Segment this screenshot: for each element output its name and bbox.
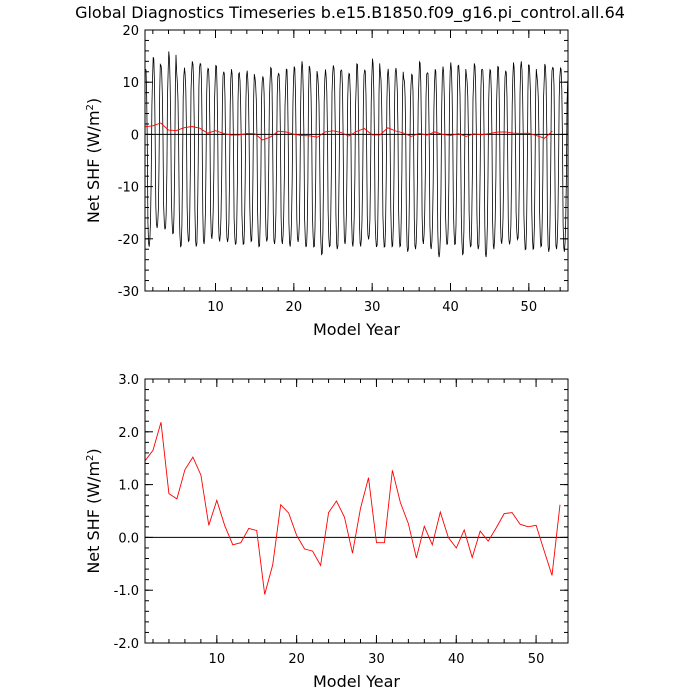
bot-x-tick-label: 50 <box>527 652 545 667</box>
bot-x-tick-label: 10 <box>208 652 226 667</box>
top-y-tick-label: -30 <box>117 285 139 300</box>
bottom-series-layer <box>145 422 568 594</box>
bottom-axes-layer <box>114 373 568 667</box>
bottom-y-axis-label-close: ) <box>84 448 103 455</box>
bottom-plot-frame <box>145 379 568 643</box>
bot-y-tick-label: 3.0 <box>118 373 139 388</box>
bot-y-tick-label: -1.0 <box>113 584 139 600</box>
top-y-tick-label: -10 <box>117 180 139 196</box>
bottom-y-axis-label-main: Net SHF (W/m <box>84 460 103 574</box>
top-y-axis-label <box>84 98 103 223</box>
top-x-axis-label: Model Year <box>313 320 400 339</box>
bottom-panel <box>84 373 568 691</box>
top-y-tick-label: 10 <box>122 76 139 92</box>
bot-y-tick-label: 1.0 <box>118 478 139 494</box>
top-y-tick-label: 0 <box>130 128 139 144</box>
bot-x-tick-label: 20 <box>288 652 305 667</box>
top-series-layer <box>145 51 568 257</box>
bot-x-tick-label: 30 <box>368 652 385 667</box>
top-axes-layer <box>118 24 568 315</box>
bot-y-tick-label: -2.0 <box>113 637 139 652</box>
chart-title: Global Diagnostics Timeseries b.e15.B1850.f09_g16.pi_control.all.64 <box>75 3 625 22</box>
bottom-y-axis-label <box>84 448 103 573</box>
bot-y-tick-label: 0.0 <box>118 531 139 547</box>
top-y-axis-label-main: Net SHF (W/m <box>84 110 103 224</box>
top-y-axis-label-close: ) <box>84 97 103 105</box>
bottom-y-axis-label-sup: 2 <box>85 454 96 461</box>
top-monthly-series-line <box>145 51 567 257</box>
top-panel <box>84 24 568 339</box>
top-y-tick-label: -20 <box>117 232 139 248</box>
bottom-x-axis-label: Model Year <box>313 672 400 691</box>
top-x-tick-label: 50 <box>520 300 538 315</box>
bot-annual-mean-line <box>145 422 560 594</box>
bot-y-tick-label: 2.0 <box>118 425 139 441</box>
top-x-tick-label: 40 <box>442 300 459 315</box>
top-x-tick-label: 10 <box>207 300 224 315</box>
bot-x-tick-label: 40 <box>447 652 465 667</box>
top-x-tick-label: 30 <box>363 300 381 315</box>
top-x-tick-label: 20 <box>285 300 303 315</box>
top-y-axis-label-sup: 2 <box>85 104 96 111</box>
top-y-tick-label: 20 <box>122 24 139 39</box>
